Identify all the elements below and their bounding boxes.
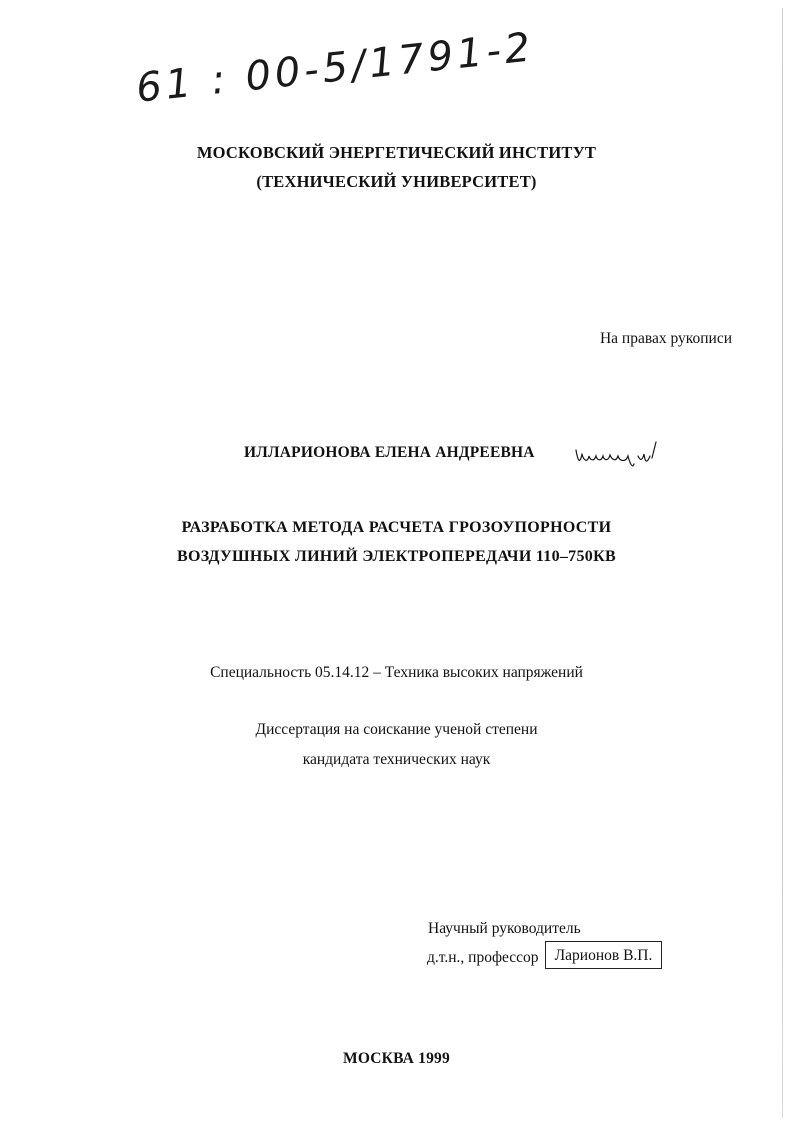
advisor-name-box: Ларионов В.П.: [545, 941, 662, 969]
institution-name: МОСКОВСКИЙ ЭНЕРГЕТИЧЕСКИЙ ИНСТИТУТ: [196, 143, 597, 162]
specialty: Специальность 05.14.12 – Техника высоких напряжений: [210, 664, 583, 681]
dissertation-title-line-1: РАЗРАБОТКА МЕТОДА РАСЧЕТА ГРОЗОУПОРНОСТИ: [181, 519, 612, 536]
institution-subtitle: (ТЕХНИЧЕСКИЙ УНИВЕРСИТЕТ): [256, 172, 537, 191]
handwritten-signature-icon: [572, 440, 662, 470]
degree-line-1: Диссертация на соискание ученой степени: [255, 721, 538, 738]
dissertation-title-line-2: ВОЗДУШНЫХ ЛИНИЙ ЭЛЕКТРОПЕРЕДАЧИ 110–750КВ: [177, 548, 616, 565]
advisor-title: д.т.н., профессор: [427, 949, 539, 966]
advisor-label: Научный руководитель: [428, 920, 581, 937]
archive-code-handwritten: 61 : 00-5/1791-2: [134, 24, 537, 112]
city-year: МОСКВА 1999: [343, 1050, 450, 1067]
degree-line-2: кандидата технических наук: [302, 751, 491, 768]
author-name: ИЛЛАРИОНОВА ЕЛЕНА АНДРЕЕВНА: [244, 444, 535, 461]
rights-notice: На правах рукописи: [599, 330, 732, 347]
